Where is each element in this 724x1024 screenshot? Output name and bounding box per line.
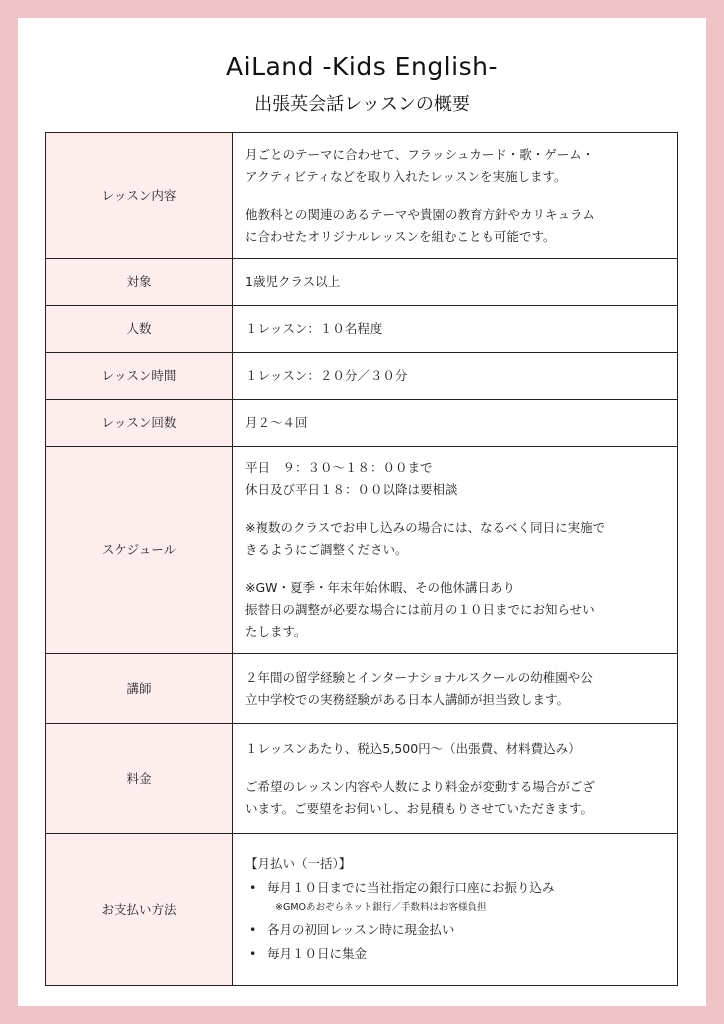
schedule-para-3: ※GW・夏季・年末年始休暇、その他休講日あり 振替日の調整が必要な場合には前月の１０日までにお知らせい たします。 (245, 580, 595, 639)
value-lesson-time: １レッスン：２０分／３０分 (233, 353, 678, 400)
label-payment: お支払い方法 (46, 834, 233, 986)
fee-para-2: ご希望のレッスン内容や人数により料金が変動する場合がござ います。ご要望をお伺いし、お見積もりさせていただきます。 (245, 778, 595, 816)
value-fee (233, 724, 678, 834)
row-instructor (46, 654, 678, 724)
list-item (249, 943, 665, 965)
value-instructor (233, 654, 678, 724)
row-lesson-time (46, 353, 678, 400)
row-class-size (46, 306, 678, 353)
payment-item-cash: 各月の初回レッスン時に現金払い (267, 921, 455, 937)
row-lesson-content (46, 133, 678, 259)
fee-para-1: １レッスンあたり、税込5,500円～（出張費、材料費込み） (245, 740, 581, 756)
bullet-icon: • (249, 945, 257, 961)
page-subtitle: 出張英会話レッスンの概要 (254, 94, 470, 115)
label-class-size: 人数 (46, 306, 233, 353)
payment-list (245, 877, 665, 965)
row-schedule (46, 447, 678, 654)
label-fee: 料金 (46, 724, 233, 834)
row-lesson-frequency (46, 400, 678, 447)
value-payment (233, 834, 678, 986)
value-target: 1歳児クラス以上 (233, 259, 678, 306)
label-instructor: 講師 (46, 654, 233, 724)
label-schedule: スケジュール (46, 447, 233, 654)
page-title: AiLand -Kids English- (226, 52, 498, 81)
payment-item-bank-transfer: 毎月１０日までに当社指定の銀行口座にお振り込み (267, 879, 555, 895)
label-target: 対象 (46, 259, 233, 306)
value-lesson-frequency: 月２～４回 (233, 400, 678, 447)
payment-item-collection: 毎月１０日に集金 (267, 945, 368, 961)
lesson-content-para-1: 月ごとのテーマに合わせて、フラッシュカード・歌・ゲーム・ アクティビティなどを取り入れたレッスンを実施します。 (245, 146, 595, 184)
label-lesson-content: レッスン内容 (46, 133, 233, 259)
list-item (249, 877, 665, 915)
payment-item-bank-note: ※GMOあおぞらネット銀行／手数料はお客様負担 (275, 901, 487, 913)
bullet-icon: • (249, 921, 257, 937)
row-target (46, 259, 678, 306)
bullet-icon: • (249, 879, 257, 895)
value-schedule (233, 447, 678, 654)
schedule-para-2: ※複数のクラスでお申し込みの場合には、なるべく同日に実施で きるようにご調整ください。 (245, 520, 606, 557)
payment-heading: 【月払い（一括）】 (245, 855, 352, 871)
value-lesson-content (233, 133, 678, 259)
list-item (249, 919, 665, 941)
value-class-size: １レッスン：１０名程度 (233, 306, 678, 353)
row-fee (46, 724, 678, 834)
label-lesson-frequency: レッスン回数 (46, 400, 233, 447)
lesson-content-para-2: 他教科との関連のあるテーマや貴園の教育方針やカリキュラム に合わせたオリジナルレッスンを組むことも可能です。 (245, 206, 595, 244)
instructor-text: ２年間の留学経験とインターナショナルスクールの幼稚園や公 立中学校での実務経験がある日本人講師が担当致します。 (245, 669, 593, 707)
label-lesson-time: レッスン時間 (46, 353, 233, 400)
row-payment (46, 834, 678, 986)
overview-table (45, 132, 678, 986)
document-sheet (18, 18, 706, 1006)
schedule-para-1: 平日 ９：３０～１８：００まで 休日及び平日１８：００以降は要相談 (245, 460, 458, 497)
